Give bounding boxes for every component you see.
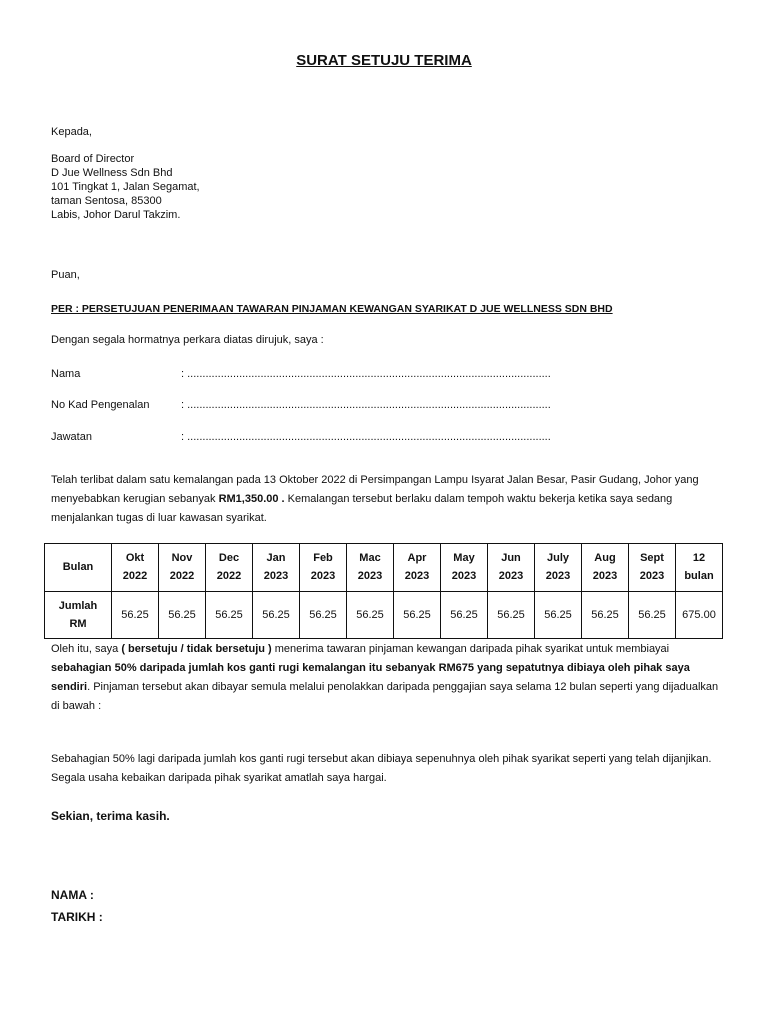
total-cell: 675.00 (676, 591, 723, 639)
signature-date-label: TARIKH : (51, 910, 103, 924)
month-header: Jan 2023 (253, 544, 300, 592)
salutation-to: Kepada, (51, 126, 92, 138)
greeting: Puan, (51, 269, 80, 281)
incident-paragraph (51, 471, 723, 528)
table-header-bulan: Bulan (45, 544, 112, 592)
intro-text: Dengan segala hormatnya perkara diatas dirujuk, saya : (51, 334, 324, 346)
amount-cell: 56.25 (206, 591, 253, 639)
field-value-jawatan: : ....................................................................................................................... (181, 431, 551, 443)
month-header: Sept 2023 (629, 544, 676, 592)
month-header: Dec 2022 (206, 544, 253, 592)
month-header: Okt 2022 (112, 544, 159, 592)
amount-cell: 56.25 (347, 591, 394, 639)
company-share-paragraph: Sebahagian 50% lagi daripada jumlah kos ganti rugi tersebut akan dibiaya sepenuhnya oleh pihak syarikat seperti yang telah dijanjikan. Segala usaha kebaikan daripada pihak syarikat amatlah saya hargai. (51, 753, 712, 784)
agreement-paragraph (51, 640, 723, 716)
month-header: Feb 2023 (300, 544, 347, 592)
amount-cell: 56.25 (300, 591, 347, 639)
repayment-table (44, 543, 723, 639)
field-label-ic: No Kad Pengenalan (51, 399, 150, 411)
amount-cell: 56.25 (582, 591, 629, 639)
month-header: Aug 2023 (582, 544, 629, 592)
field-value-nama: : ....................................................................................................................... (181, 368, 551, 380)
incident-text-end: Kemalangan tersebut berlaku dalam tempoh waktu bekerja ketika saya sedang menjalankan tugas di luar kawasan syarikat. (51, 493, 673, 524)
page-title: SURAT SETUJU TERIMA (296, 52, 472, 69)
month-header: Nov 2022 (159, 544, 206, 592)
amount-cell: 56.25 (253, 591, 300, 639)
amount-cell: 56.25 (441, 591, 488, 639)
address-line: taman Sentosa, 85300 (51, 195, 162, 207)
field-value-ic: : ....................................................................................................................... (181, 399, 551, 411)
closing-text: Sekian, terima kasih. (51, 809, 170, 823)
agreement-text-mid: menerima tawaran pinjaman kewangan daripada pihak syarikat untuk membiayai (271, 643, 670, 655)
amount-cell: 56.25 (112, 591, 159, 639)
amount-cell: 56.25 (488, 591, 535, 639)
agreement-text: Oleh itu, saya (51, 643, 122, 655)
field-label-nama: Nama (51, 368, 81, 380)
amount-cell: 56.25 (394, 591, 441, 639)
amount-cell: 56.25 (159, 591, 206, 639)
incident-text: Telah terlibat dalam satu kemalangan pada 13 Oktober 2022 di Persimpangan Lampu Isyarat Jalan Besar, Pasir Gudang, Johor yang menyebabkan kerugian sebanyak (51, 474, 699, 505)
month-header: Jun 2023 (488, 544, 535, 592)
agreement-choice: ( bersetuju / tidak bersetuju ) (121, 643, 272, 655)
amount-cell: 56.25 (535, 591, 582, 639)
month-header: Apr 2023 (394, 544, 441, 592)
address-line: Board of Director (51, 153, 135, 165)
month-header: May 2023 (441, 544, 488, 592)
table-header-row (45, 544, 723, 592)
month-header: July 2023 (535, 544, 582, 592)
address-line: 101 Tingkat 1, Jalan Segamat, (51, 181, 200, 193)
loss-amount: RM1,350.00 . (218, 493, 285, 505)
month-header: Mac 2023 (347, 544, 394, 592)
agreement-bold-clause: sebahagian 50% daripada jumlah kos ganti rugi kemalangan itu sebanyak RM675 yang sepatutnya dibiaya oleh pihak saya sendiri (51, 662, 690, 693)
table-row-label: Jumlah RM (45, 591, 112, 639)
table-row (45, 591, 723, 639)
total-header: 12 bulan (676, 544, 723, 592)
field-label-jawatan: Jawatan (51, 431, 92, 443)
address-line: Labis, Johor Darul Takzim. (51, 209, 181, 221)
signature-name-label: NAMA : (51, 888, 94, 902)
subject-line: PER : PERSETUJUAN PENERIMAAN TAWARAN PINJAMAN KEWANGAN SYARIKAT D JUE WELLNESS SDN BHD (51, 303, 613, 315)
address-line: D Jue Wellness Sdn Bhd (51, 167, 173, 179)
agreement-text-end: . Pinjaman tersebut akan dibayar semula melalui penolakkan daripada penggajian saya selama 12 bulan seperti yang dijadualkan di bawah : (51, 681, 719, 712)
amount-cell: 56.25 (629, 591, 676, 639)
